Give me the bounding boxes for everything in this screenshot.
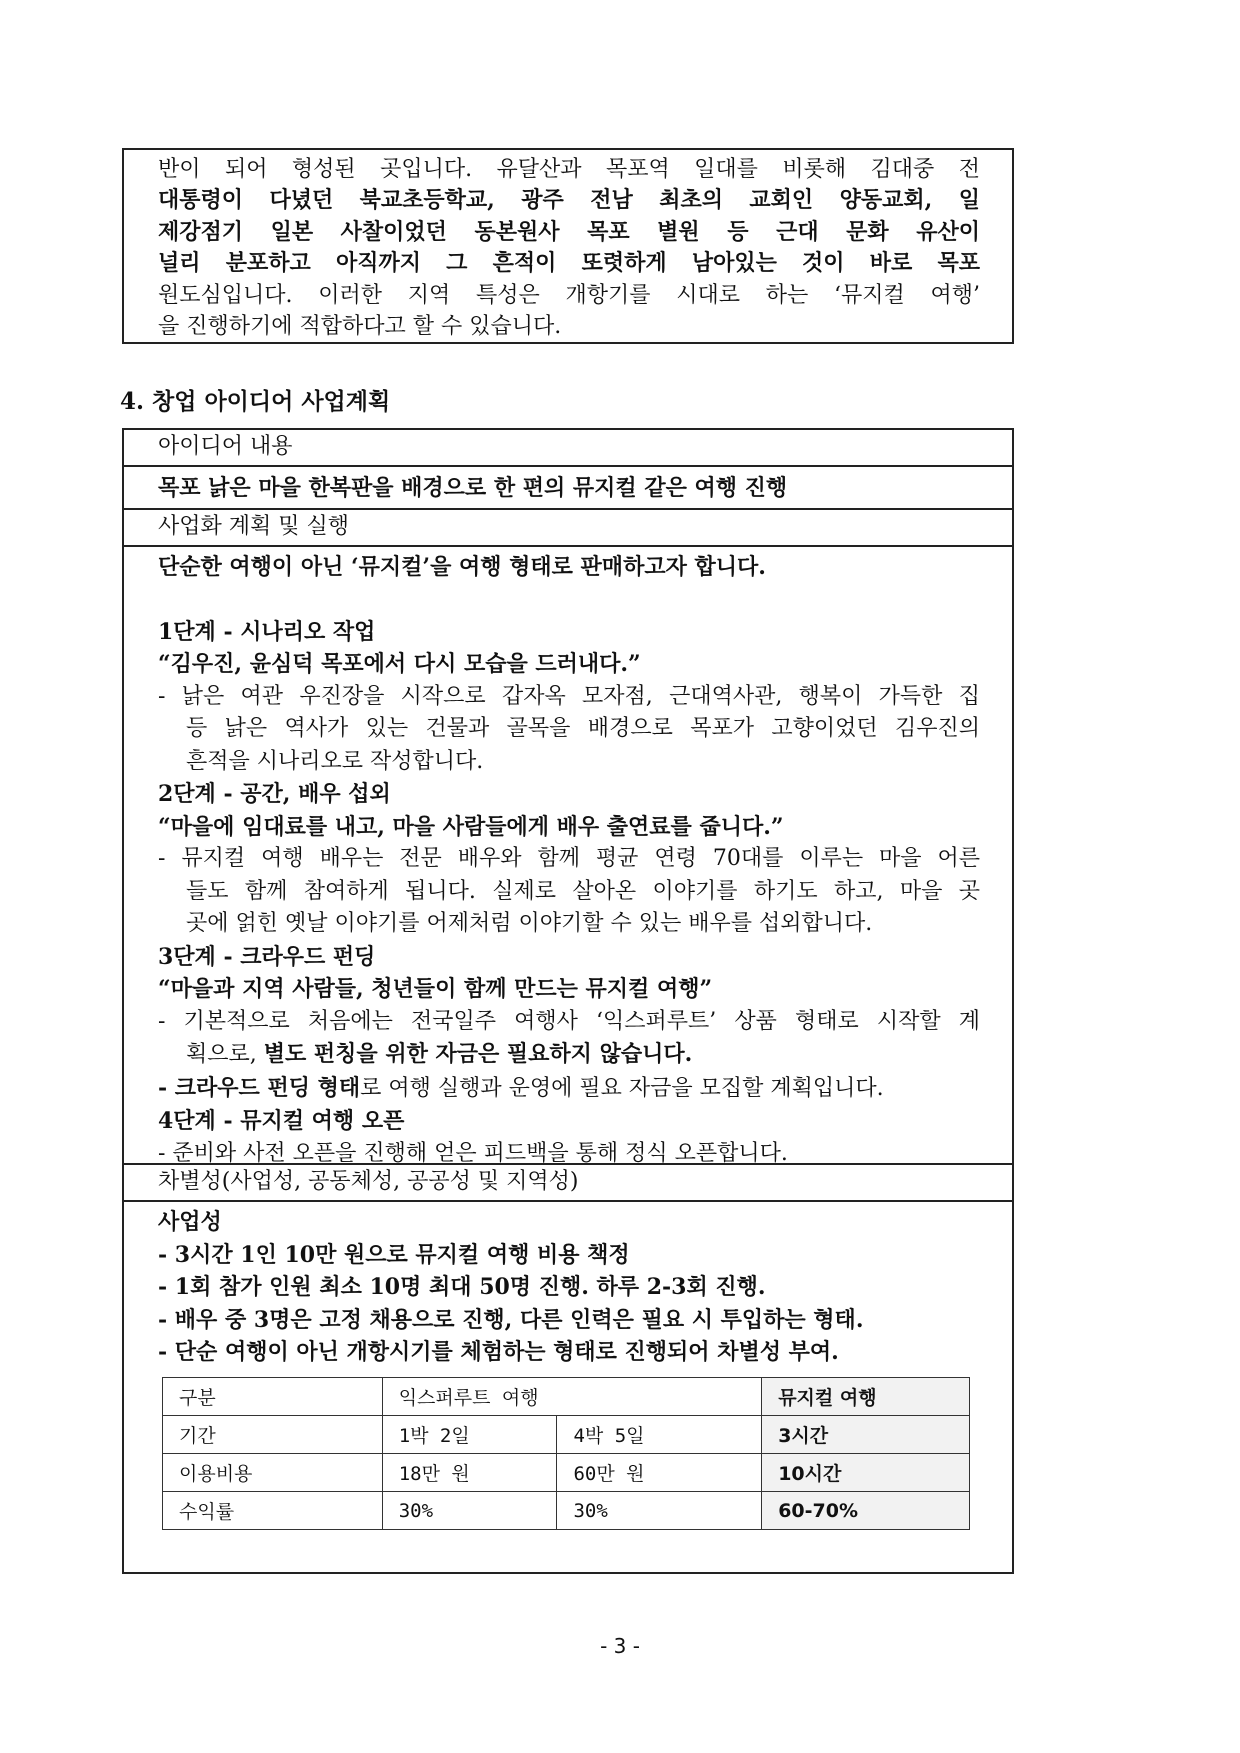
step3-detail-line: - 기본적으로 처음에는 전국일주 여행사 ‘익스퍼루트’ 상품 형태로 시작할 계: [158, 1008, 980, 1034]
step2-detail: [158, 876, 980, 909]
idea-label: 아이디어 내용: [124, 430, 1012, 467]
section-title: 4. 창업 아이디어 사업계획: [120, 388, 391, 415]
page-number: - 3 -: [600, 1634, 640, 1658]
differentiation-label: 차별성(사업성, 공동체성, 공공성 및 지역성): [124, 1165, 1012, 1202]
spacer: [158, 584, 980, 616]
table-header-cell: 구분: [163, 1378, 383, 1416]
step2-title: 2단계 - 공간, 배우 섭외: [158, 781, 391, 807]
business-item: - 단순 여행이 아닌 개항시기를 체험하는 형태로 진행되어 차별성 부여.: [158, 1339, 839, 1365]
step3-quote: “마을과 지역 사람들, 청년들이 함께 만드는 뮤지컬 여행”: [158, 976, 713, 1002]
intro-line: 대통령이 다녔던 북교초등학교, 광주 전남 최초의 교회인 양동교회, 일: [158, 187, 980, 214]
step3-detail: [158, 1072, 980, 1106]
business-item: - 배우 중 3명은 고정 채용으로 진행, 다른 인력은 필요 시 투입하는 형태.: [158, 1306, 864, 1333]
step3-detail-emphasis: - 크라우드 펀딩 형태: [158, 1074, 361, 1101]
business-plan-table: [122, 428, 1014, 1574]
step2-detail: [158, 908, 980, 941]
step1-title: 1단계 - 시나리오 작업: [158, 618, 376, 645]
table-header-row: [163, 1378, 970, 1416]
table-cell: 1박 2일: [382, 1416, 557, 1454]
idea-text: 목포 낡은 마을 한복판을 배경으로 한 편의 뮤지컬 같은 여행 진행: [124, 467, 1012, 510]
step3-title: 3단계 - 크라우드 펀딩: [158, 943, 376, 970]
table-cell: 60-70%: [762, 1492, 970, 1530]
intro-line: 제강점기 일본 사찰이었던 동본원사 목포 별원 등 근대 문화 유산이: [158, 218, 980, 245]
table-row: [163, 1416, 970, 1454]
table-row: [163, 1454, 970, 1492]
step1-detail: [158, 713, 980, 746]
step2-detail: [158, 843, 980, 876]
step2-detail-line: 들도 함께 참여하게 됩니다. 실제로 살아온 이야기를 하기도 하고, 마을 곳: [186, 878, 980, 904]
table-cell: 4박 5일: [557, 1416, 762, 1454]
execution-label: 사업화 계획 및 실행: [124, 510, 1012, 547]
execution-intro: 단순한 여행이 아닌 ‘뮤지컬’을 여행 형태로 판매하고자 합니다.: [158, 554, 766, 580]
execution-body: [124, 547, 1012, 1165]
step3-detail-line: 획으로,: [186, 1042, 264, 1067]
step2-detail-line: 곳에 얽힌 옛날 이야기를 어제처럼 이야기할 수 있는 배우를 섭외합니다.: [186, 911, 873, 936]
table-cell: 60만 원: [557, 1454, 762, 1492]
step1-detail: [158, 681, 980, 714]
step1-detail-line: - 낡은 여관 우진장을 시작으로 갑자옥 모자점, 근대역사관, 행복이 가득한 집: [158, 683, 980, 709]
business-title: 사업성: [158, 1209, 222, 1235]
comparison-table: [162, 1377, 970, 1530]
table-cell: 기간: [163, 1416, 383, 1454]
intro-line: 반이 되어 형성된 곳입니다. 유달산과 목포역 일대를 비롯해 김대중 전: [158, 157, 980, 182]
business-item: - 1회 참가 인원 최소 10명 최대 50명 진행. 하루 2-3회 진행.: [158, 1274, 766, 1300]
table-cell: 30%: [382, 1492, 557, 1530]
table-header-cell: 뮤지컬 여행: [762, 1378, 970, 1416]
step1-detail-line: 등 낡은 역사가 있는 건물과 골목을 배경으로 목포가 고향이었던 김우진의: [186, 716, 980, 741]
table-cell: 이용비용: [163, 1454, 383, 1492]
table-cell: 30%: [557, 1492, 762, 1530]
step3-detail: [158, 1006, 980, 1039]
step4-title: 4단계 - 뮤지컬 여행 오픈: [158, 1108, 405, 1134]
step1-detail-line: 흔적을 시나리오로 작성합니다.: [186, 748, 484, 774]
step2-quote: “마을에 임대료를 내고, 마을 사람들에게 배우 출연료를 줍니다.”: [158, 813, 784, 840]
differentiation-body: [124, 1202, 1012, 1369]
business-item: - 3시간 1인 10만 원으로 뮤지컬 여행 비용 책정: [158, 1241, 630, 1268]
intro-text-box: [122, 148, 1014, 344]
intro-line: 을 진행하기에 적합하다고 할 수 있습니다.: [158, 314, 562, 340]
table-cell: 수익률: [163, 1492, 383, 1530]
table-row: [163, 1492, 970, 1530]
step3-detail-emphasis: 별도 펀칭을 위한 자금은 필요하지 않습니다.: [263, 1041, 693, 1067]
table-cell: 3시간: [762, 1416, 970, 1454]
table-cell: 18만 원: [382, 1454, 557, 1492]
step1-quote: “김우진, 윤심덕 목포에서 다시 모습을 드러내다.”: [158, 651, 641, 677]
step2-detail-line: - 뮤지컬 여행 배우는 전문 배우와 함께 평균 연령 70대를 이루는 마을 어른: [158, 846, 980, 871]
intro-line: 널리 분포하고 아직까지 그 흔적이 또렷하게 남아있는 것이 바로 목포: [158, 250, 980, 277]
step3-detail-line: 로 여행 실행과 운영에 필요 자금을 모집할 계획입니다.: [360, 1075, 884, 1101]
step4-detail-line: - 준비와 사전 오픈을 진행해 얻은 피드백을 통해 정식 오픈합니다.: [158, 1140, 788, 1166]
intro-line: 원도심입니다. 이러한 지역 특성은 개항기를 시대로 하는 ‘뮤지컬 여행’: [158, 282, 980, 308]
step3-detail: [158, 1038, 980, 1072]
table-header-cell: 익스퍼루트 여행: [382, 1378, 762, 1416]
table-cell: 10시간: [762, 1454, 970, 1492]
step1-detail: [158, 746, 980, 779]
